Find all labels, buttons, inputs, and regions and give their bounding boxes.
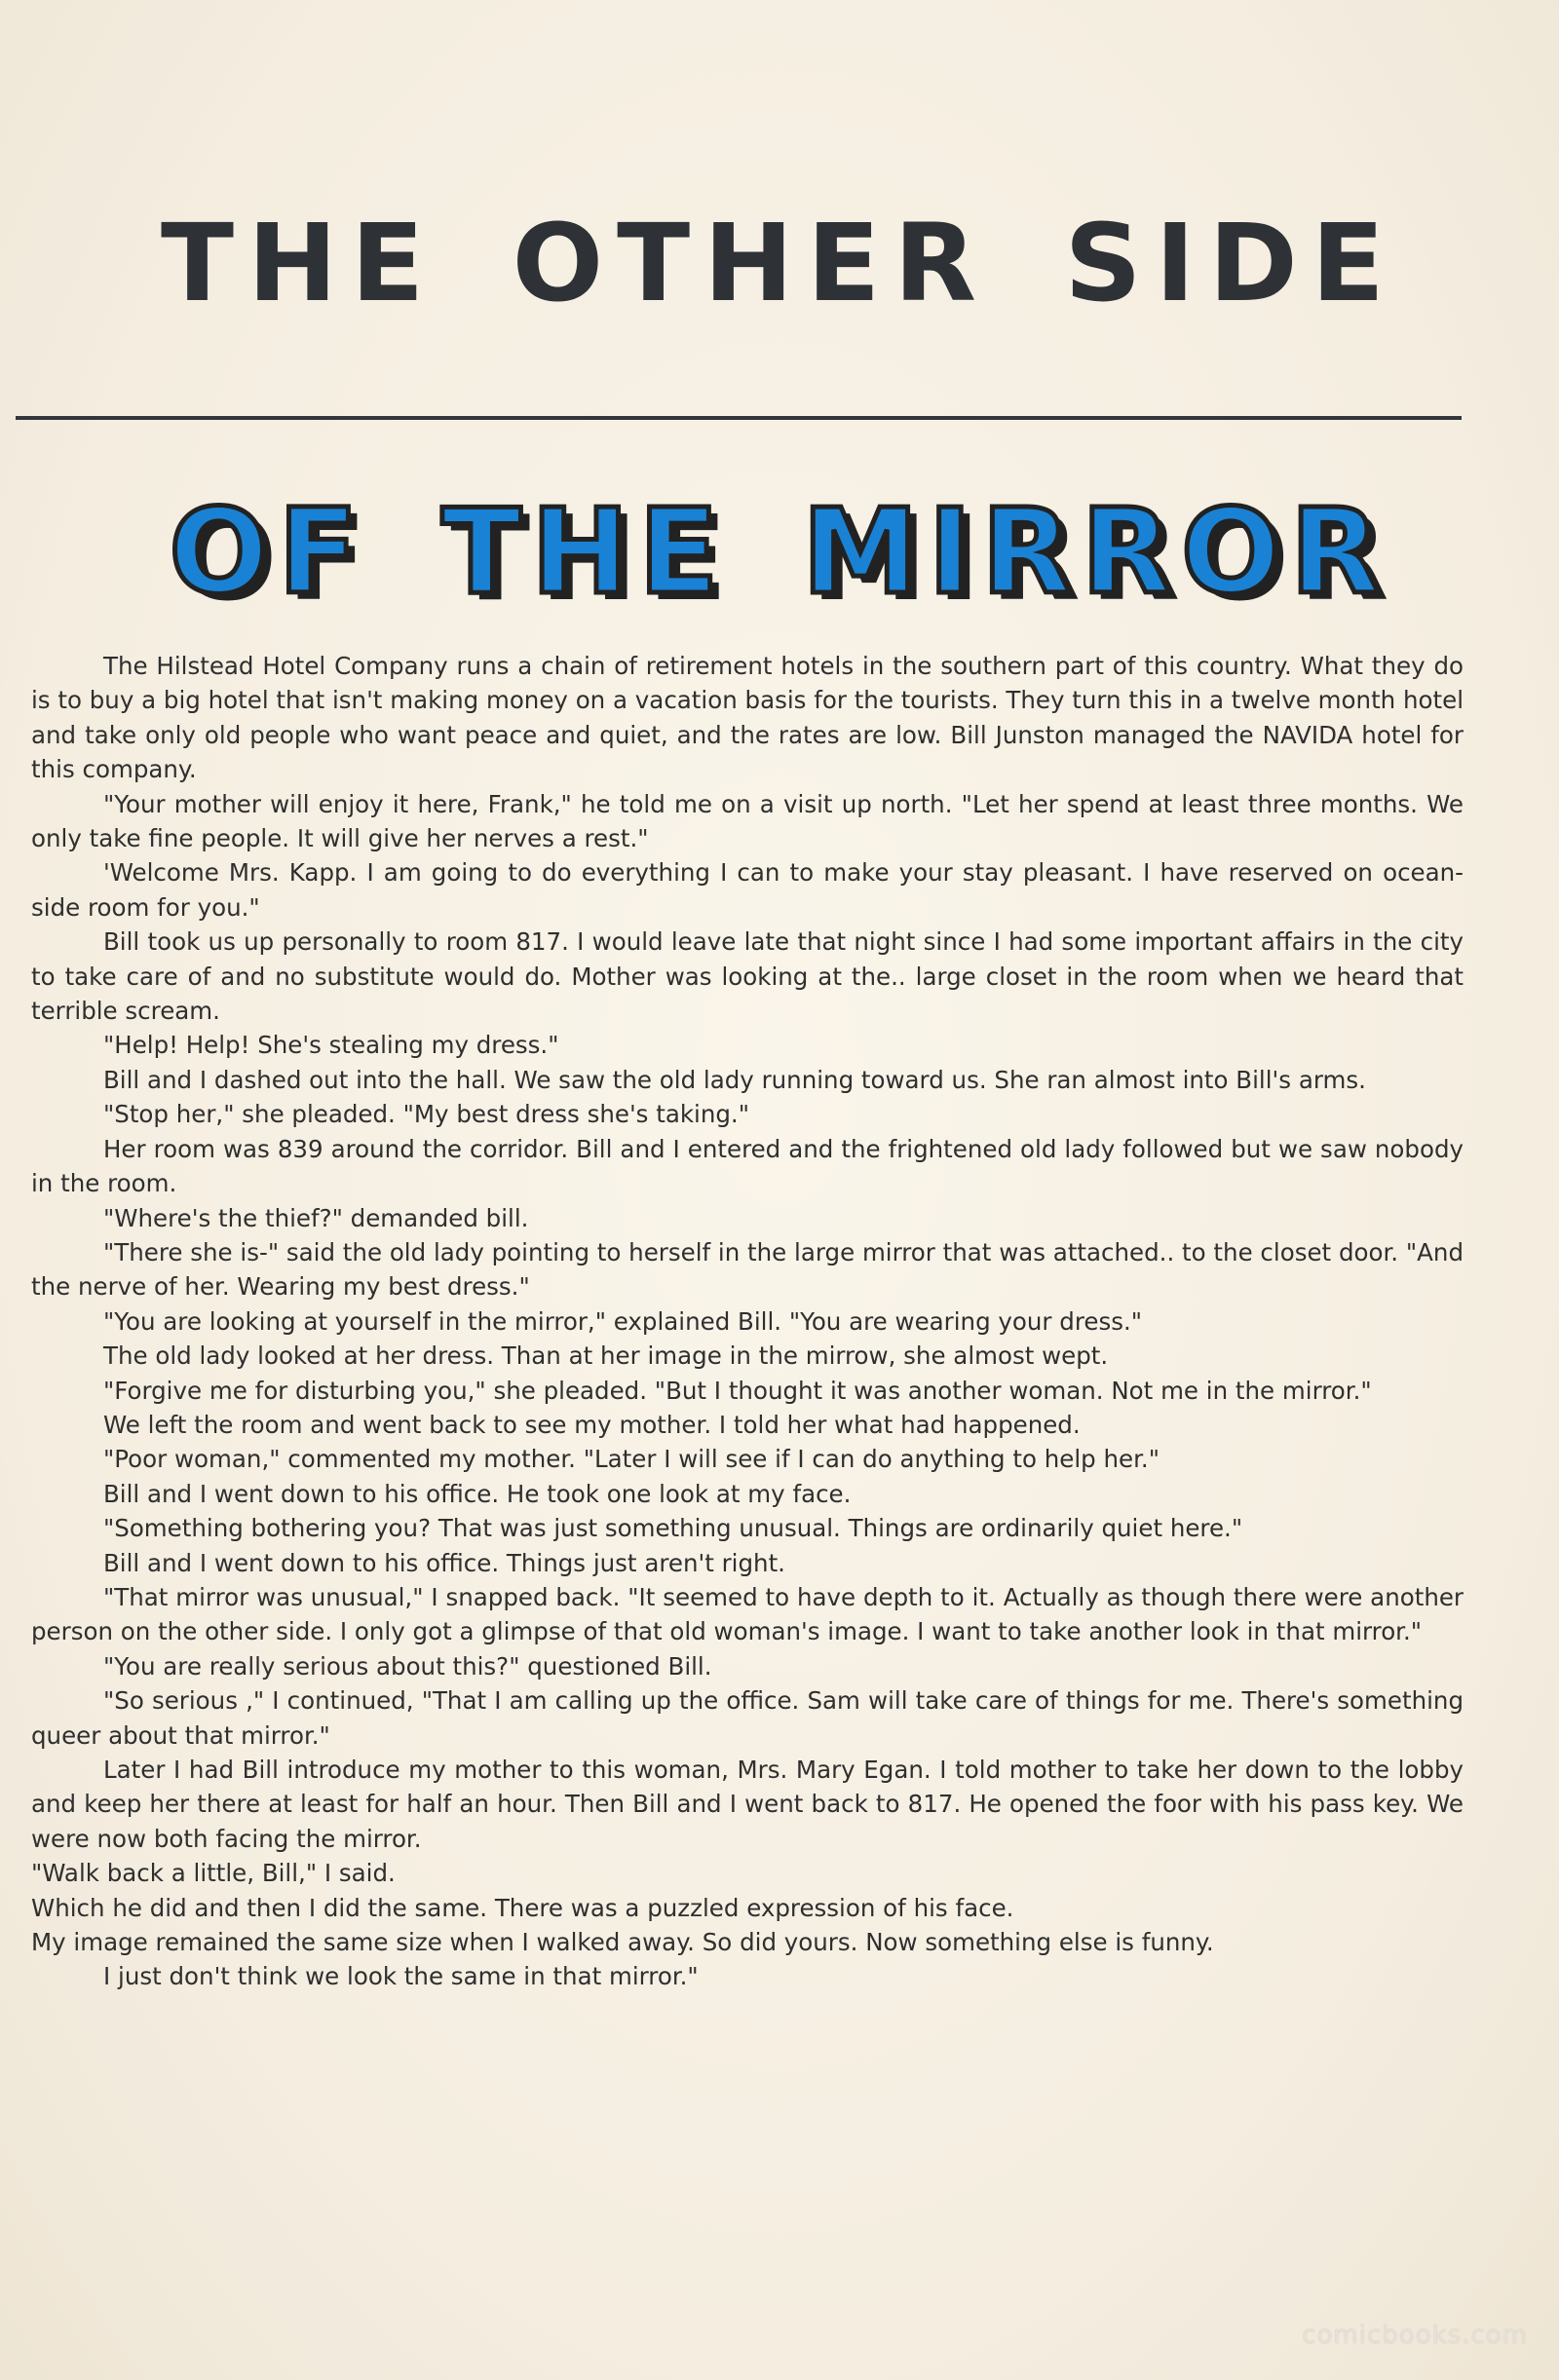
story-paragraph: The Hilstead Hotel Company runs a chain of retirement hotels in the southern part of this country. What they do is to buy a big hotel that isn't making money on a vacation basis for the tourists. They turn this in a twelve month hotel and take only old people who want peace and quiet, and the rates are low. Bill Junston managed the NAVIDA hotel for this company. (31, 652, 1464, 784)
story-paragraph: "You are looking at yourself in the mirror," explained Bill. "You are wearing your dress." (103, 1306, 1143, 1336)
title-divider-rule (16, 416, 1462, 420)
story-paragraph: We left the room and went back to see my mother. I told her what had happened. (103, 1410, 1081, 1439)
story-line: "Walk back a little, Bill," I said. (31, 1859, 396, 1888)
title-line-2: OF THE MIRROR (169, 485, 1390, 621)
story-paragraph: Bill and I went down to his office. He took one look at my face. (103, 1479, 852, 1508)
story-paragraph: "Where's the thief?" demanded bill. (103, 1203, 529, 1232)
story-paragraph: Bill took us up personally to room 817. I would leave late that night since I had some important affairs in the city to take care of and no substitute would do. Mother was looking at the.. large closet in the room when we heard that terrible scream. (31, 927, 1464, 1026)
story-paragraph: Later I had Bill introduce my mother to this woman, Mrs. Mary Egan. I told mother to take her down to the lobby and keep her there at least for half an hour. Then Bill and I went back to 817. He opened the foor with his pass key. We were now both facing the mirror. (31, 1756, 1464, 1853)
story-final-paragraph: I just don't think we look the same in that mirror." (103, 1962, 699, 1991)
story-text (31, 649, 1464, 1994)
story-paragraph: 'Welcome Mrs. Kapp. I am going to do everything I can to make your stay pleasant. I have reserved on ocean-side room for you." (31, 858, 1464, 922)
story-paragraph: Bill and I went down to his office. Things just aren't right. (103, 1548, 785, 1577)
story-paragraph: Bill and I dashed out into the hall. We saw the old lady running toward us. She ran almost into Bill's arms. (103, 1065, 1366, 1094)
story-paragraph: "Your mother will enjoy it here, Frank," he told me on a visit up north. "Let her spend at least three months. We only take fine people. It will give her nerves a rest." (31, 789, 1464, 853)
story-paragraph: "That mirror was unusual," I snapped back. "It seemed to have depth to it. Actually as though there were another person on the other side. I only got a glimpse of that old woman's image. I want to take another look in that mirror." (31, 1582, 1464, 1646)
story-paragraph: "There she is-" said the old lady pointing to herself in the large mirror that was attached.. to the closet door. "And the nerve of her. Wearing my best dress." (31, 1237, 1464, 1302)
story-paragraph: "You are really serious about this?" questioned Bill. (103, 1651, 712, 1681)
story-paragraph: "Poor woman," commented my mother. "Later I will see if I can do anything to help her." (103, 1445, 1160, 1474)
story-line: Which he did and then I did the same. There was a puzzled expression of his face. (31, 1893, 1014, 1922)
story-paragraph: "Something bothering you? That was just something unusual. Things are ordinarily quiet here." (103, 1514, 1243, 1543)
story-paragraph: "Help! Help! She's stealing my dress." (103, 1031, 559, 1060)
site-watermark: comicbooks.com (1302, 2321, 1528, 2350)
story-paragraph: "Stop her," she pleaded. "My best dress she's taking." (103, 1100, 749, 1129)
story-line: My image remained the same size when I walked away. So did yours. Now something else is funny. (31, 1928, 1214, 1957)
title-line-1: THE OTHER SIDE (161, 201, 1398, 325)
story-paragraph: "Forgive me for disturbing you," she pleaded. "But I thought it was another woman. Not me in the mirror." (103, 1376, 1372, 1405)
story-paragraph: Her room was 839 around the corridor. Bill and I entered and the frightened old lady followed but we saw nobody in the room. (31, 1134, 1464, 1198)
story-paragraph: "So serious ," I continued, "That I am calling up the office. Sam will take care of things for me. There's something queer about that mirror." (31, 1686, 1464, 1750)
story-paragraph: The old lady looked at her dress. Than at her image in the mirrow, she almost wept. (103, 1341, 1109, 1371)
